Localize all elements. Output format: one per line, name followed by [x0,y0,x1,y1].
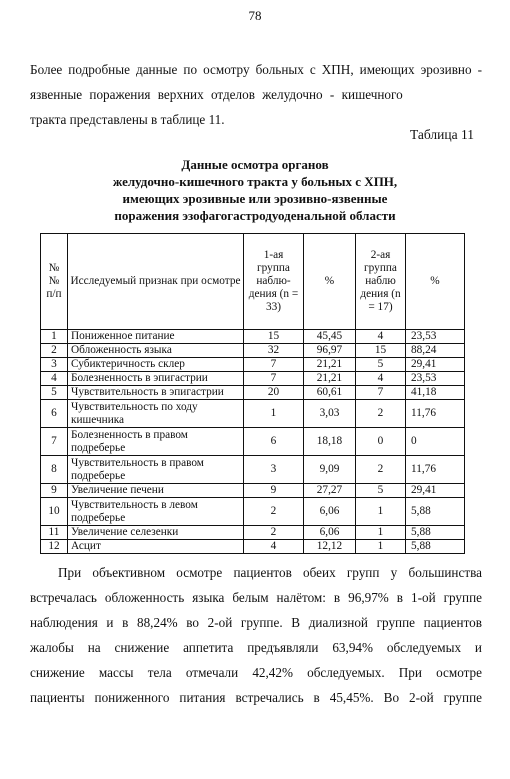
group1-percent-cell: 96,97 [304,344,356,358]
group2-count-cell: 1 [356,498,406,526]
group2-percent-cell: 23,53 [406,330,465,344]
header-percent1: % [304,234,356,330]
group2-percent-cell: 11,76 [406,456,465,484]
row-number-cell: 12 [41,540,68,554]
group1-count-cell: 7 [244,372,304,386]
group1-percent-cell: 6,06 [304,526,356,540]
group1-count-cell: 15 [244,330,304,344]
table-row [41,344,465,358]
table-header-row [41,234,465,330]
table-title-line: желудочно-кишечного тракта у больных с ХПН, [112,174,398,189]
sign-cell: Болезненность в эпигастрии [68,372,244,386]
group2-count-cell: 1 [356,540,406,554]
group1-count-cell: 9 [244,484,304,498]
group2-percent-cell: 5,88 [406,526,465,540]
sign-cell: Субиктеричность склер [68,358,244,372]
table-row [41,330,465,344]
table-title-line: Данные осмотра органов [181,157,329,172]
table-row [41,358,465,372]
group2-percent-cell: 29,41 [406,358,465,372]
group1-count-cell: 32 [244,344,304,358]
sign-cell: Обложенность языка [68,344,244,358]
header-number: № № п/п [41,234,68,330]
group1-count-cell: 1 [244,400,304,428]
body-paragraph [30,560,482,710]
group1-count-cell: 3 [244,456,304,484]
group1-percent-cell: 21,21 [304,372,356,386]
table-row [41,540,465,554]
body-line: При объективном осмотре пациентов обеих групп у большинства [58,565,482,580]
table-row [41,484,465,498]
table-title [0,156,510,224]
group2-count-cell: 1 [356,526,406,540]
sign-cell: Пониженное питание [68,330,244,344]
group2-percent-cell: 5,88 [406,498,465,526]
table-row [41,498,465,526]
group2-count-cell: 4 [356,372,406,386]
row-number-cell: 2 [41,344,68,358]
table-row [41,456,465,484]
group2-percent-cell: 41,18 [406,386,465,400]
row-number-cell: 1 [41,330,68,344]
group2-count-cell: 2 [356,456,406,484]
sign-cell: Чувствительность в эпигастрии [68,386,244,400]
body-line: пациенты пониженного питания встречались в 45,45%. Во 2-ой группе [30,690,482,705]
group1-percent-cell: 18,18 [304,428,356,456]
group2-count-cell: 4 [356,330,406,344]
examination-data-table [40,233,465,554]
row-number-cell: 3 [41,358,68,372]
header-sign: Исследуемый признак при осмотре [68,234,244,330]
sign-cell: Увеличение печени [68,484,244,498]
body-line: наблюдения и в 88,24% во 2-ой группе. В диализной группе пациентов [30,615,482,630]
intro-line: тракта представлены в таблице 11. [30,112,225,127]
row-number-cell: 10 [41,498,68,526]
group2-percent-cell: 11,76 [406,400,465,428]
sign-cell: Асцит [68,540,244,554]
sign-cell: Увеличение селезенки [68,526,244,540]
group2-count-cell: 7 [356,386,406,400]
group1-percent-cell: 3,03 [304,400,356,428]
group1-count-cell: 20 [244,386,304,400]
group1-percent-cell: 6,06 [304,498,356,526]
group1-count-cell: 6 [244,428,304,456]
intro-line: Более подробные данные по осмотру больных с ХПН, имеющих эрозивно - [30,62,482,77]
group1-count-cell: 4 [244,540,304,554]
group2-count-cell: 5 [356,358,406,372]
table-row [41,428,465,456]
row-number-cell: 9 [41,484,68,498]
row-number-cell: 8 [41,456,68,484]
body-line: жалобы на снижение аппетита предъявляли 63,94% обследуемых и [30,640,482,655]
table-title-line: поражения эзофагогастродуоденальной области [114,208,396,223]
group2-count-cell: 0 [356,428,406,456]
sign-cell: Болезненность в правом подреберье [68,428,244,456]
header-group2: 2-ая группа наблю дения (n = 17) [356,234,406,330]
table-title-line: имеющих эрозивные или эрозивно-язвенные [122,191,388,206]
header-percent2: % [406,234,465,330]
group1-percent-cell: 45,45 [304,330,356,344]
intro-line: язвенные поражения верхних отделов желудочно - кишечного [30,87,403,102]
row-number-cell: 4 [41,372,68,386]
sign-cell: Чувствительность в левом подреберье [68,498,244,526]
sign-cell: Чувствительность в правом подреберье [68,456,244,484]
group2-percent-cell: 5,88 [406,540,465,554]
group1-count-cell: 7 [244,358,304,372]
group2-percent-cell: 88,24 [406,344,465,358]
group2-percent-cell: 23,53 [406,372,465,386]
group2-count-cell: 2 [356,400,406,428]
table-row [41,400,465,428]
group1-percent-cell: 27,27 [304,484,356,498]
table-row [41,386,465,400]
row-number-cell: 11 [41,526,68,540]
group2-count-cell: 15 [356,344,406,358]
table-row [41,526,465,540]
group1-count-cell: 2 [244,526,304,540]
group2-count-cell: 5 [356,484,406,498]
body-line: встречалась обложенность языка белым налётом: в 96,97% в 1-ой группе [30,590,482,605]
row-number-cell: 5 [41,386,68,400]
header-group1: 1-ая группа наблю-дения (n = 33) [244,234,304,330]
group1-count-cell: 2 [244,498,304,526]
intro-paragraph [30,57,482,132]
group1-percent-cell: 21,21 [304,358,356,372]
page-number: 78 [248,8,262,23]
body-line: снижение массы тела отмечали 42,42% обследуемых. При осмотре [30,665,482,680]
row-number-cell: 6 [41,400,68,428]
group1-percent-cell: 9,09 [304,456,356,484]
group2-percent-cell: 0 [406,428,465,456]
sign-cell: Чувствительность по ходу кишечника [68,400,244,428]
group1-percent-cell: 12,12 [304,540,356,554]
group1-percent-cell: 60,61 [304,386,356,400]
group2-percent-cell: 29,41 [406,484,465,498]
row-number-cell: 7 [41,428,68,456]
table-label: Таблица 11 [410,127,474,142]
table-row [41,372,465,386]
